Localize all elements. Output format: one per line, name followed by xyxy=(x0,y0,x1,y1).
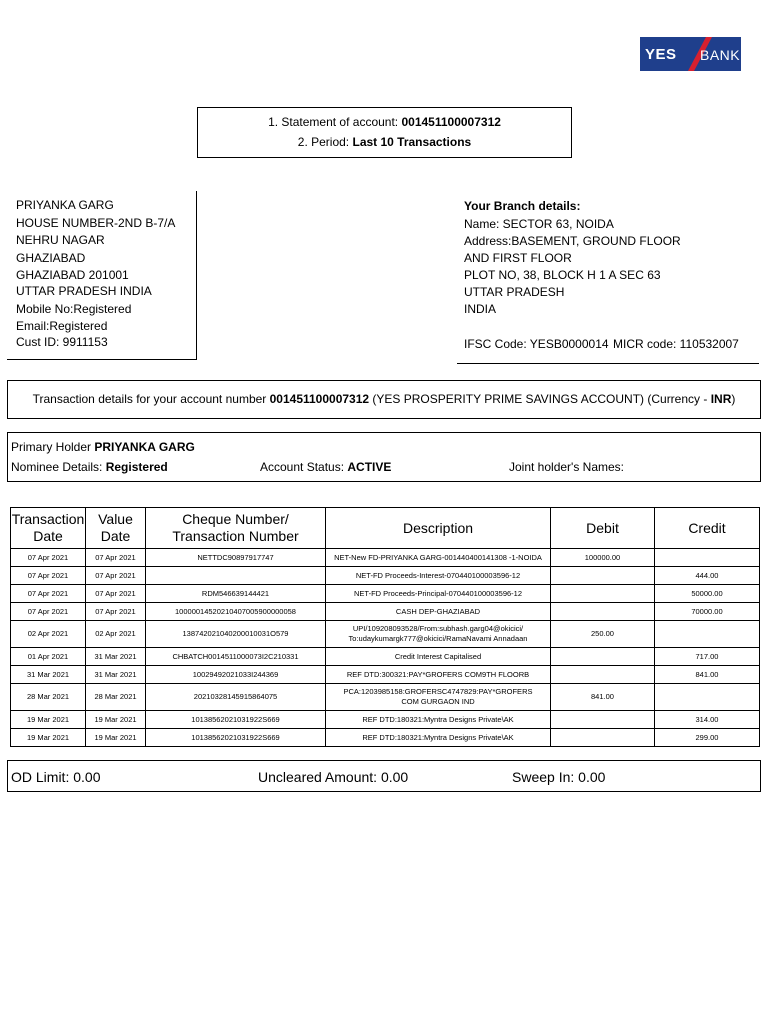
cell-description xyxy=(326,711,551,729)
cell-value-date: 31 Mar 2021 xyxy=(86,648,146,666)
table-row xyxy=(11,729,760,747)
cell-debit xyxy=(551,729,655,747)
header-transaction-date: Transaction Date xyxy=(11,508,86,549)
cell-description xyxy=(326,684,551,711)
txn-details-account-number: 001451100007312 xyxy=(269,392,370,406)
cell-description xyxy=(326,549,551,567)
cell-credit: 70000.00 xyxy=(655,603,760,621)
cell-cheque-number: 10000014520210407005900000058 xyxy=(146,603,326,621)
description-line-1: CASH DEP-GHAZIABAD xyxy=(395,606,481,616)
joint-holder-names: Joint holder's Names: xyxy=(509,460,625,474)
cell-debit: 841.00 xyxy=(551,684,655,711)
statement-account-label: 1. Statement of account: xyxy=(268,115,402,129)
customer-address-box xyxy=(7,191,197,360)
cell-value-date: 07 Apr 2021 xyxy=(86,567,146,585)
cell-credit xyxy=(655,621,760,648)
od-limit: OD Limit: 0.00 xyxy=(11,769,101,785)
cell-transaction-date: 07 Apr 2021 xyxy=(11,603,86,621)
cell-cheque-number: 138742021040200010031O579 xyxy=(146,621,326,648)
customer-mobile: Mobile No:Registered xyxy=(16,302,132,316)
transaction-details-text xyxy=(8,392,760,406)
branch-line: AND FIRST FLOOR xyxy=(464,251,572,265)
cell-transaction-date: 19 Mar 2021 xyxy=(11,711,86,729)
cell-debit xyxy=(551,603,655,621)
cell-cheque-number xyxy=(146,567,326,585)
description-line-1: Credit Interest Capitalised xyxy=(394,651,482,661)
branch-line: PLOT NO, 38, BLOCK H 1 A SEC 63 xyxy=(464,268,661,282)
primary-holder xyxy=(11,440,195,454)
statement-period-label: 2. Period: xyxy=(297,135,353,149)
cell-transaction-date: 02 Apr 2021 xyxy=(11,621,86,648)
cell-description xyxy=(326,666,551,684)
cell-cheque-number: 20210328145915864075 xyxy=(146,684,326,711)
primary-holder-label: Primary Holder xyxy=(11,440,95,454)
yes-bank-logo xyxy=(640,37,741,71)
cell-credit: 717.00 xyxy=(655,648,760,666)
transaction-details-banner xyxy=(7,380,761,419)
cell-description xyxy=(326,585,551,603)
cell-description xyxy=(326,648,551,666)
cell-debit xyxy=(551,711,655,729)
description-line-1: REF DTD:180321:Myntra Designs Private\AK xyxy=(362,714,514,724)
description-line-1: NET-FD Proceeds-Interest-070440100003596-12 xyxy=(355,570,521,580)
nominee-details xyxy=(11,460,168,474)
customer-id: Cust ID: 9911153 xyxy=(16,335,108,349)
cell-value-date: 19 Mar 2021 xyxy=(86,711,146,729)
customer-address-line: GHAZIABAD 201001 xyxy=(16,268,129,282)
cell-transaction-date: 28 Mar 2021 xyxy=(11,684,86,711)
txn-details-account-type: (YES PROSPERITY PRIME SAVINGS ACCOUNT) (Currency - xyxy=(369,392,711,406)
cell-debit xyxy=(551,648,655,666)
account-status xyxy=(260,460,391,474)
table-row xyxy=(11,621,760,648)
cell-description xyxy=(326,621,551,648)
txn-details-currency: INR xyxy=(710,392,732,406)
cell-transaction-date: 07 Apr 2021 xyxy=(11,549,86,567)
cell-debit: 250.00 xyxy=(551,621,655,648)
table-row xyxy=(11,585,760,603)
header-value-date: Value Date xyxy=(86,508,146,549)
cell-cheque-number: NETTDC90897917747 xyxy=(146,549,326,567)
cell-transaction-date: 01 Apr 2021 xyxy=(11,648,86,666)
statement-account-line xyxy=(198,115,571,129)
description-line-1: NET-New FD-PRIYANKA GARG-001440400141308 -1-NOIDA xyxy=(334,552,542,562)
statement-period-line xyxy=(198,135,571,149)
description-line-2: COM GURGAON IND xyxy=(401,697,475,706)
cell-value-date: 28 Mar 2021 xyxy=(86,684,146,711)
cell-value-date: 31 Mar 2021 xyxy=(86,666,146,684)
branch-line: INDIA xyxy=(464,302,497,316)
statement-info-box xyxy=(197,107,572,158)
cell-debit xyxy=(551,666,655,684)
description-line-1: UPI/109208093528/From:subhash.garg04@okicici/ xyxy=(352,624,524,633)
cell-transaction-date: 31 Mar 2021 xyxy=(11,666,86,684)
cell-credit: 444.00 xyxy=(655,567,760,585)
logo-bank-text: BANK xyxy=(700,47,741,63)
cell-value-date: 07 Apr 2021 xyxy=(86,549,146,567)
cell-credit xyxy=(655,549,760,567)
branch-line: Name: SECTOR 63, NOIDA xyxy=(464,217,614,231)
statement-account-number: 001451100007312 xyxy=(401,115,501,129)
description-line-1: REF DTD:180321:Myntra Designs Private\AK xyxy=(362,732,514,742)
cell-credit: 299.00 xyxy=(655,729,760,747)
branch-heading: Your Branch details: xyxy=(464,199,581,213)
header-cheque-number: Cheque Number/ Transaction Number xyxy=(146,508,326,549)
account-summary-box xyxy=(7,760,761,792)
cell-description xyxy=(326,729,551,747)
cell-transaction-date: 07 Apr 2021 xyxy=(11,585,86,603)
cell-cheque-number: 10138562021031922S669 xyxy=(146,729,326,747)
cell-credit: 314.00 xyxy=(655,711,760,729)
branch-details-box xyxy=(457,191,759,364)
header-debit: Debit xyxy=(551,508,655,549)
primary-holder-name: PRIYANKA GARG xyxy=(94,440,195,454)
cell-value-date: 07 Apr 2021 xyxy=(86,585,146,603)
customer-address-line: HOUSE NUMBER-2ND B-7/A xyxy=(16,216,176,230)
customer-email: Email:Registered xyxy=(16,319,108,333)
cell-value-date: 07 Apr 2021 xyxy=(86,603,146,621)
customer-address-line: UTTAR PRADESH INDIA xyxy=(16,284,152,298)
branch-line: UTTAR PRADESH xyxy=(464,285,565,299)
cell-cheque-number: RDM546639144421 xyxy=(146,585,326,603)
transactions-table xyxy=(10,507,760,747)
cell-description xyxy=(326,567,551,585)
cell-description xyxy=(326,603,551,621)
cell-transaction-date: 07 Apr 2021 xyxy=(11,567,86,585)
cell-cheque-number: CHBATCH0014511000073I2C210331 xyxy=(146,648,326,666)
table-row xyxy=(11,549,760,567)
cell-credit: 841.00 xyxy=(655,666,760,684)
txn-details-prefix: Transaction details for your account number xyxy=(32,392,270,406)
customer-address-line: GHAZIABAD xyxy=(16,251,86,265)
customer-name: PRIYANKA GARG xyxy=(16,198,114,212)
branch-ifsc: IFSC Code: YESB0000014 xyxy=(464,337,609,351)
table-row xyxy=(11,648,760,666)
cell-cheque-number: 10138562021031922S669 xyxy=(146,711,326,729)
description-line-1: NET-FD Proceeds-Principal-070440100003596-12 xyxy=(353,588,522,598)
cell-value-date: 02 Apr 2021 xyxy=(86,621,146,648)
cell-credit: 50000.00 xyxy=(655,585,760,603)
branch-micr: MICR code: 110532007 xyxy=(613,337,739,351)
uncleared-amount: Uncleared Amount: 0.00 xyxy=(258,769,409,785)
cell-cheque-number: 10029492021033I244369 xyxy=(146,666,326,684)
holder-info-box xyxy=(7,432,761,482)
account-status-value: ACTIVE xyxy=(347,460,392,474)
nominee-label: Nominee Details: xyxy=(11,460,106,474)
cell-transaction-date: 19 Mar 2021 xyxy=(11,729,86,747)
branch-line: Address:BASEMENT, GROUND FLOOR xyxy=(464,234,681,248)
table-row xyxy=(11,567,760,585)
customer-address-line: NEHRU NAGAR xyxy=(16,233,105,247)
description-line-1: PCA:1203985158:GROFERSC4747829:PAY*GROFERS xyxy=(343,687,533,696)
cell-debit: 100000.00 xyxy=(551,549,655,567)
table-row xyxy=(11,711,760,729)
txn-details-suffix: ) xyxy=(731,392,736,406)
header-credit: Credit xyxy=(655,508,760,549)
cell-credit xyxy=(655,684,760,711)
cell-value-date: 19 Mar 2021 xyxy=(86,729,146,747)
description-line-1: REF DTD:300321:PAY*GROFERS COM9TH FLOORB xyxy=(346,669,530,679)
logo-yes-text: YES xyxy=(645,46,677,63)
cell-debit xyxy=(551,567,655,585)
table-header-row xyxy=(11,508,760,549)
account-status-label: Account Status: xyxy=(260,460,348,474)
statement-period-value: Last 10 Transactions xyxy=(352,135,472,149)
nominee-value: Registered xyxy=(105,460,168,474)
table-row xyxy=(11,684,760,711)
header-description: Description xyxy=(326,508,551,549)
cell-debit xyxy=(551,585,655,603)
sweep-in: Sweep In: 0.00 xyxy=(512,769,606,785)
description-line-2: To:udaykumargk777@okicici/RamaNavami Annadaan xyxy=(348,634,528,643)
table-row xyxy=(11,666,760,684)
table-row xyxy=(11,603,760,621)
